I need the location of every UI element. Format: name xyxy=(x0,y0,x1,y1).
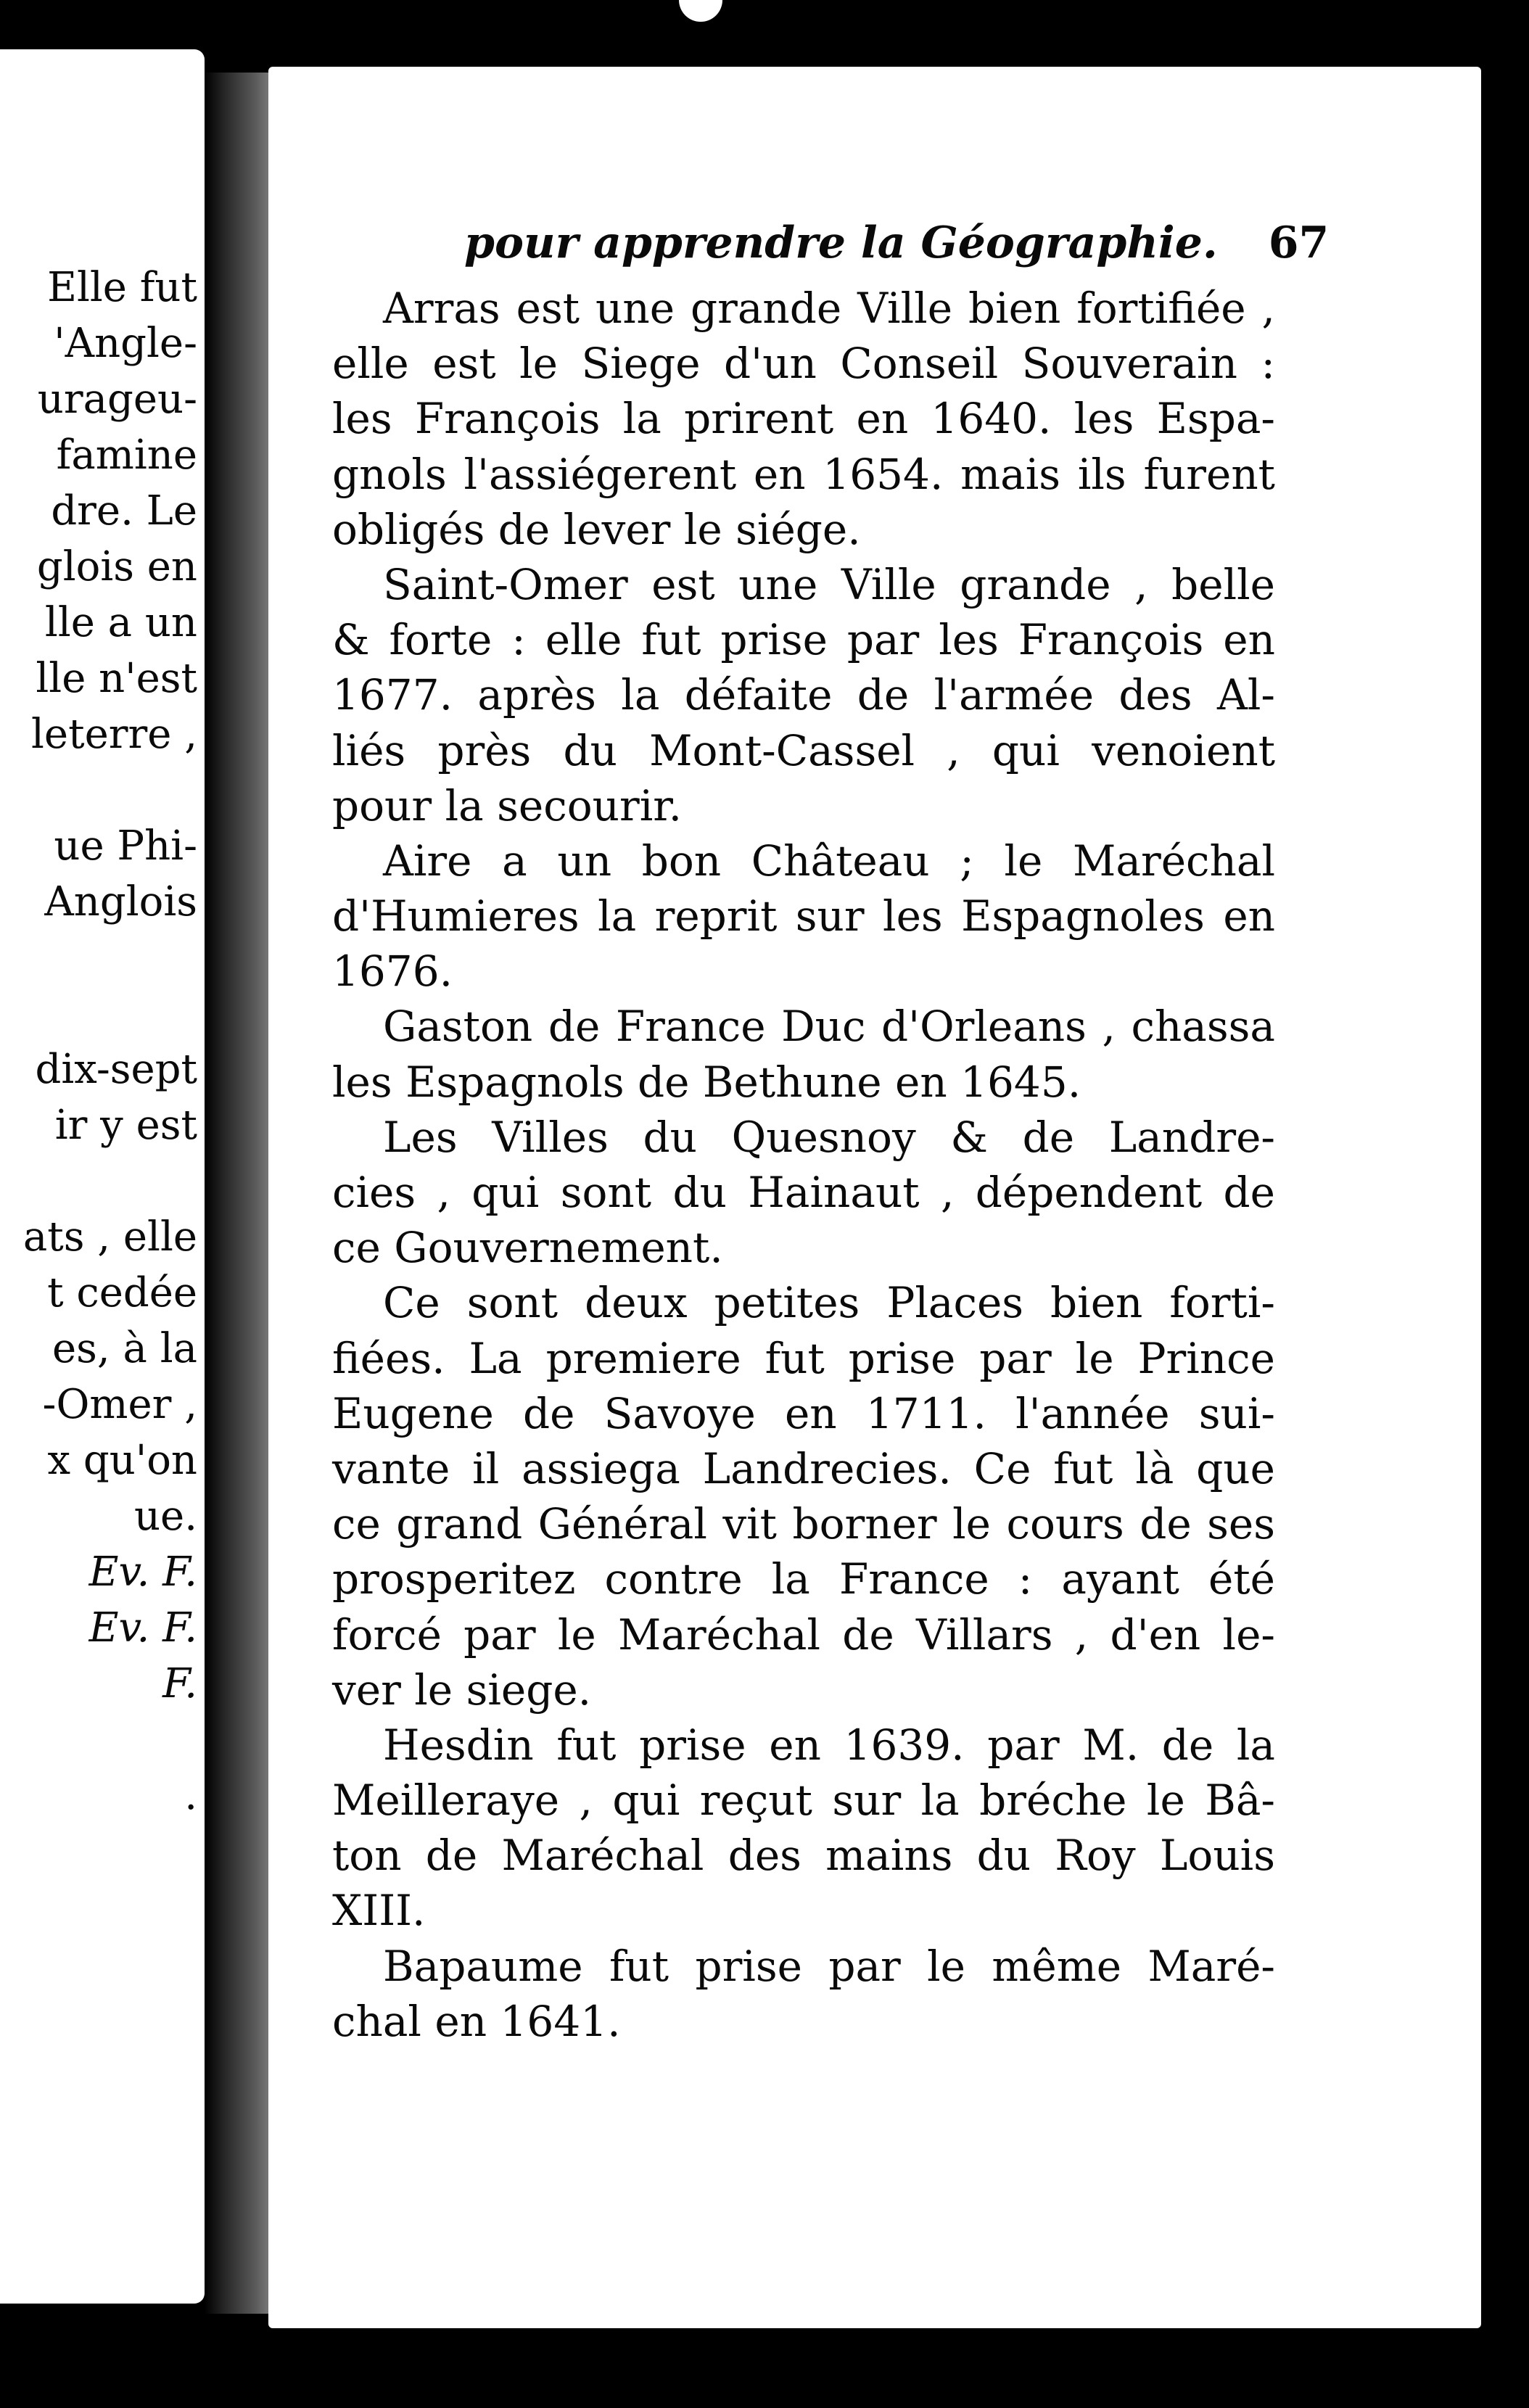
text-line: liés près du Mont-Cassel , qui venoient xyxy=(332,725,1275,775)
text-line: vante il assiega Landrecies. Ce fut là que xyxy=(332,1443,1275,1493)
text-line: ce Gouvernement. xyxy=(332,1223,723,1273)
text-line: Ce sont deux petites Places bien forti- xyxy=(383,1278,1275,1328)
left-page-line: ir y est xyxy=(54,1102,197,1149)
running-head xyxy=(464,218,1480,268)
text-line: Arras est une grande Ville bien fortifiée , xyxy=(383,284,1275,333)
text-line: chal en 1641. xyxy=(332,1996,621,2046)
text-line: prosperitez contre la France : ayant été xyxy=(332,1554,1275,1604)
left-page-line: Anglois xyxy=(44,878,197,925)
left-page-line: ats , elle xyxy=(22,1213,197,1261)
text-line: 1677. après la défaite de l'armée des Al- xyxy=(332,670,1275,720)
text-line: XIII. xyxy=(332,1886,426,1936)
text-line: elle est le Siege d'un Conseil Souverain : xyxy=(332,339,1275,389)
text-line: obligés de lever le siége. xyxy=(332,504,861,554)
text-line: les Espagnols de Bethune en 1645. xyxy=(332,1057,1081,1107)
left-page-line: famine xyxy=(56,432,197,479)
top-page-edge xyxy=(679,0,722,22)
left-page-line: x qu'on xyxy=(47,1437,197,1484)
left-page-line: Ev. F. xyxy=(88,1604,197,1652)
text-line: Les Villes du Quesnoy & de Landre- xyxy=(383,1112,1275,1162)
text-line: ver le siege. xyxy=(332,1665,592,1715)
left-page-line: Elle fut xyxy=(47,264,197,311)
left-page-line xyxy=(0,1712,197,1768)
left-page-line: lle n'est xyxy=(36,655,197,702)
text-line: les François la prirent en 1640. les Espa- xyxy=(332,394,1275,444)
left-page-line: . xyxy=(184,1772,197,1819)
text-line: gnols l'assiégerent en 1654. mais ils furent xyxy=(332,449,1275,499)
text-line: Saint-Omer est une Ville grande , belle xyxy=(383,559,1275,609)
left-page-line: ue Phi- xyxy=(54,822,197,870)
left-page-line xyxy=(0,930,197,986)
page-body-text xyxy=(332,281,1275,2049)
text-line: Bapaume fut prise par le même Maré- xyxy=(383,1941,1275,1991)
text-line: cies , qui sont du Hainaut , dépendent de xyxy=(332,1168,1275,1217)
left-page xyxy=(0,49,205,2304)
text-line: Hesdin fut prise en 1639. par M. de la xyxy=(383,1720,1275,1770)
left-page-line: Ev. F. xyxy=(88,1549,197,1596)
left-page-line: es, à la xyxy=(52,1325,197,1372)
left-page-text xyxy=(0,260,197,1823)
left-page-line xyxy=(0,762,197,818)
text-line: fiées. La premiere fut prise par le Prince xyxy=(332,1333,1275,1383)
text-line: d'Humieres la reprit sur les Espagnoles en xyxy=(332,891,1275,941)
running-head-title: pour apprendre la Géographie. xyxy=(464,218,1218,268)
text-line: Eugene de Savoye en 1711. l'année sui- xyxy=(332,1388,1275,1438)
text-line: Meilleraye , qui reçut sur la bréche le Bâ- xyxy=(332,1776,1275,1826)
left-page-line: F. xyxy=(162,1660,197,1707)
left-page-line: ue. xyxy=(133,1493,197,1540)
left-page-line: glois en xyxy=(36,543,197,590)
left-page-line: urageu- xyxy=(37,376,197,423)
left-page-line: 'Angle- xyxy=(54,320,197,367)
left-page-line xyxy=(0,986,197,1042)
text-line: ton de Maréchal des mains du Roy Louis xyxy=(332,1831,1275,1881)
text-line: 1676. xyxy=(332,947,453,997)
left-page-line: t cedée xyxy=(47,1269,197,1316)
left-page-line: -Omer , xyxy=(42,1381,197,1428)
page-number: 67 xyxy=(1268,218,1330,268)
left-page-line: dre. Le xyxy=(51,487,197,535)
text-line: Gaston de France Duc d'Orleans , chassa xyxy=(383,1002,1275,1052)
gutter-shadow xyxy=(205,73,277,2314)
left-page-line: lle a un xyxy=(44,599,197,646)
text-line: Aire a un bon Château ; le Maréchal xyxy=(383,836,1275,886)
right-page xyxy=(268,67,1481,2328)
left-page-line: leterre , xyxy=(31,711,197,758)
text-line: forcé par le Maréchal de Villars , d'en le- xyxy=(332,1609,1275,1659)
text-line: pour la secourir. xyxy=(332,780,683,830)
left-page-line: dix-sept xyxy=(35,1046,197,1093)
left-page-line xyxy=(0,1153,197,1209)
text-line: ce grand Général vit borner le cours de ses xyxy=(332,1499,1275,1549)
text-line: & forte : elle fut prise par les François en xyxy=(332,615,1275,665)
